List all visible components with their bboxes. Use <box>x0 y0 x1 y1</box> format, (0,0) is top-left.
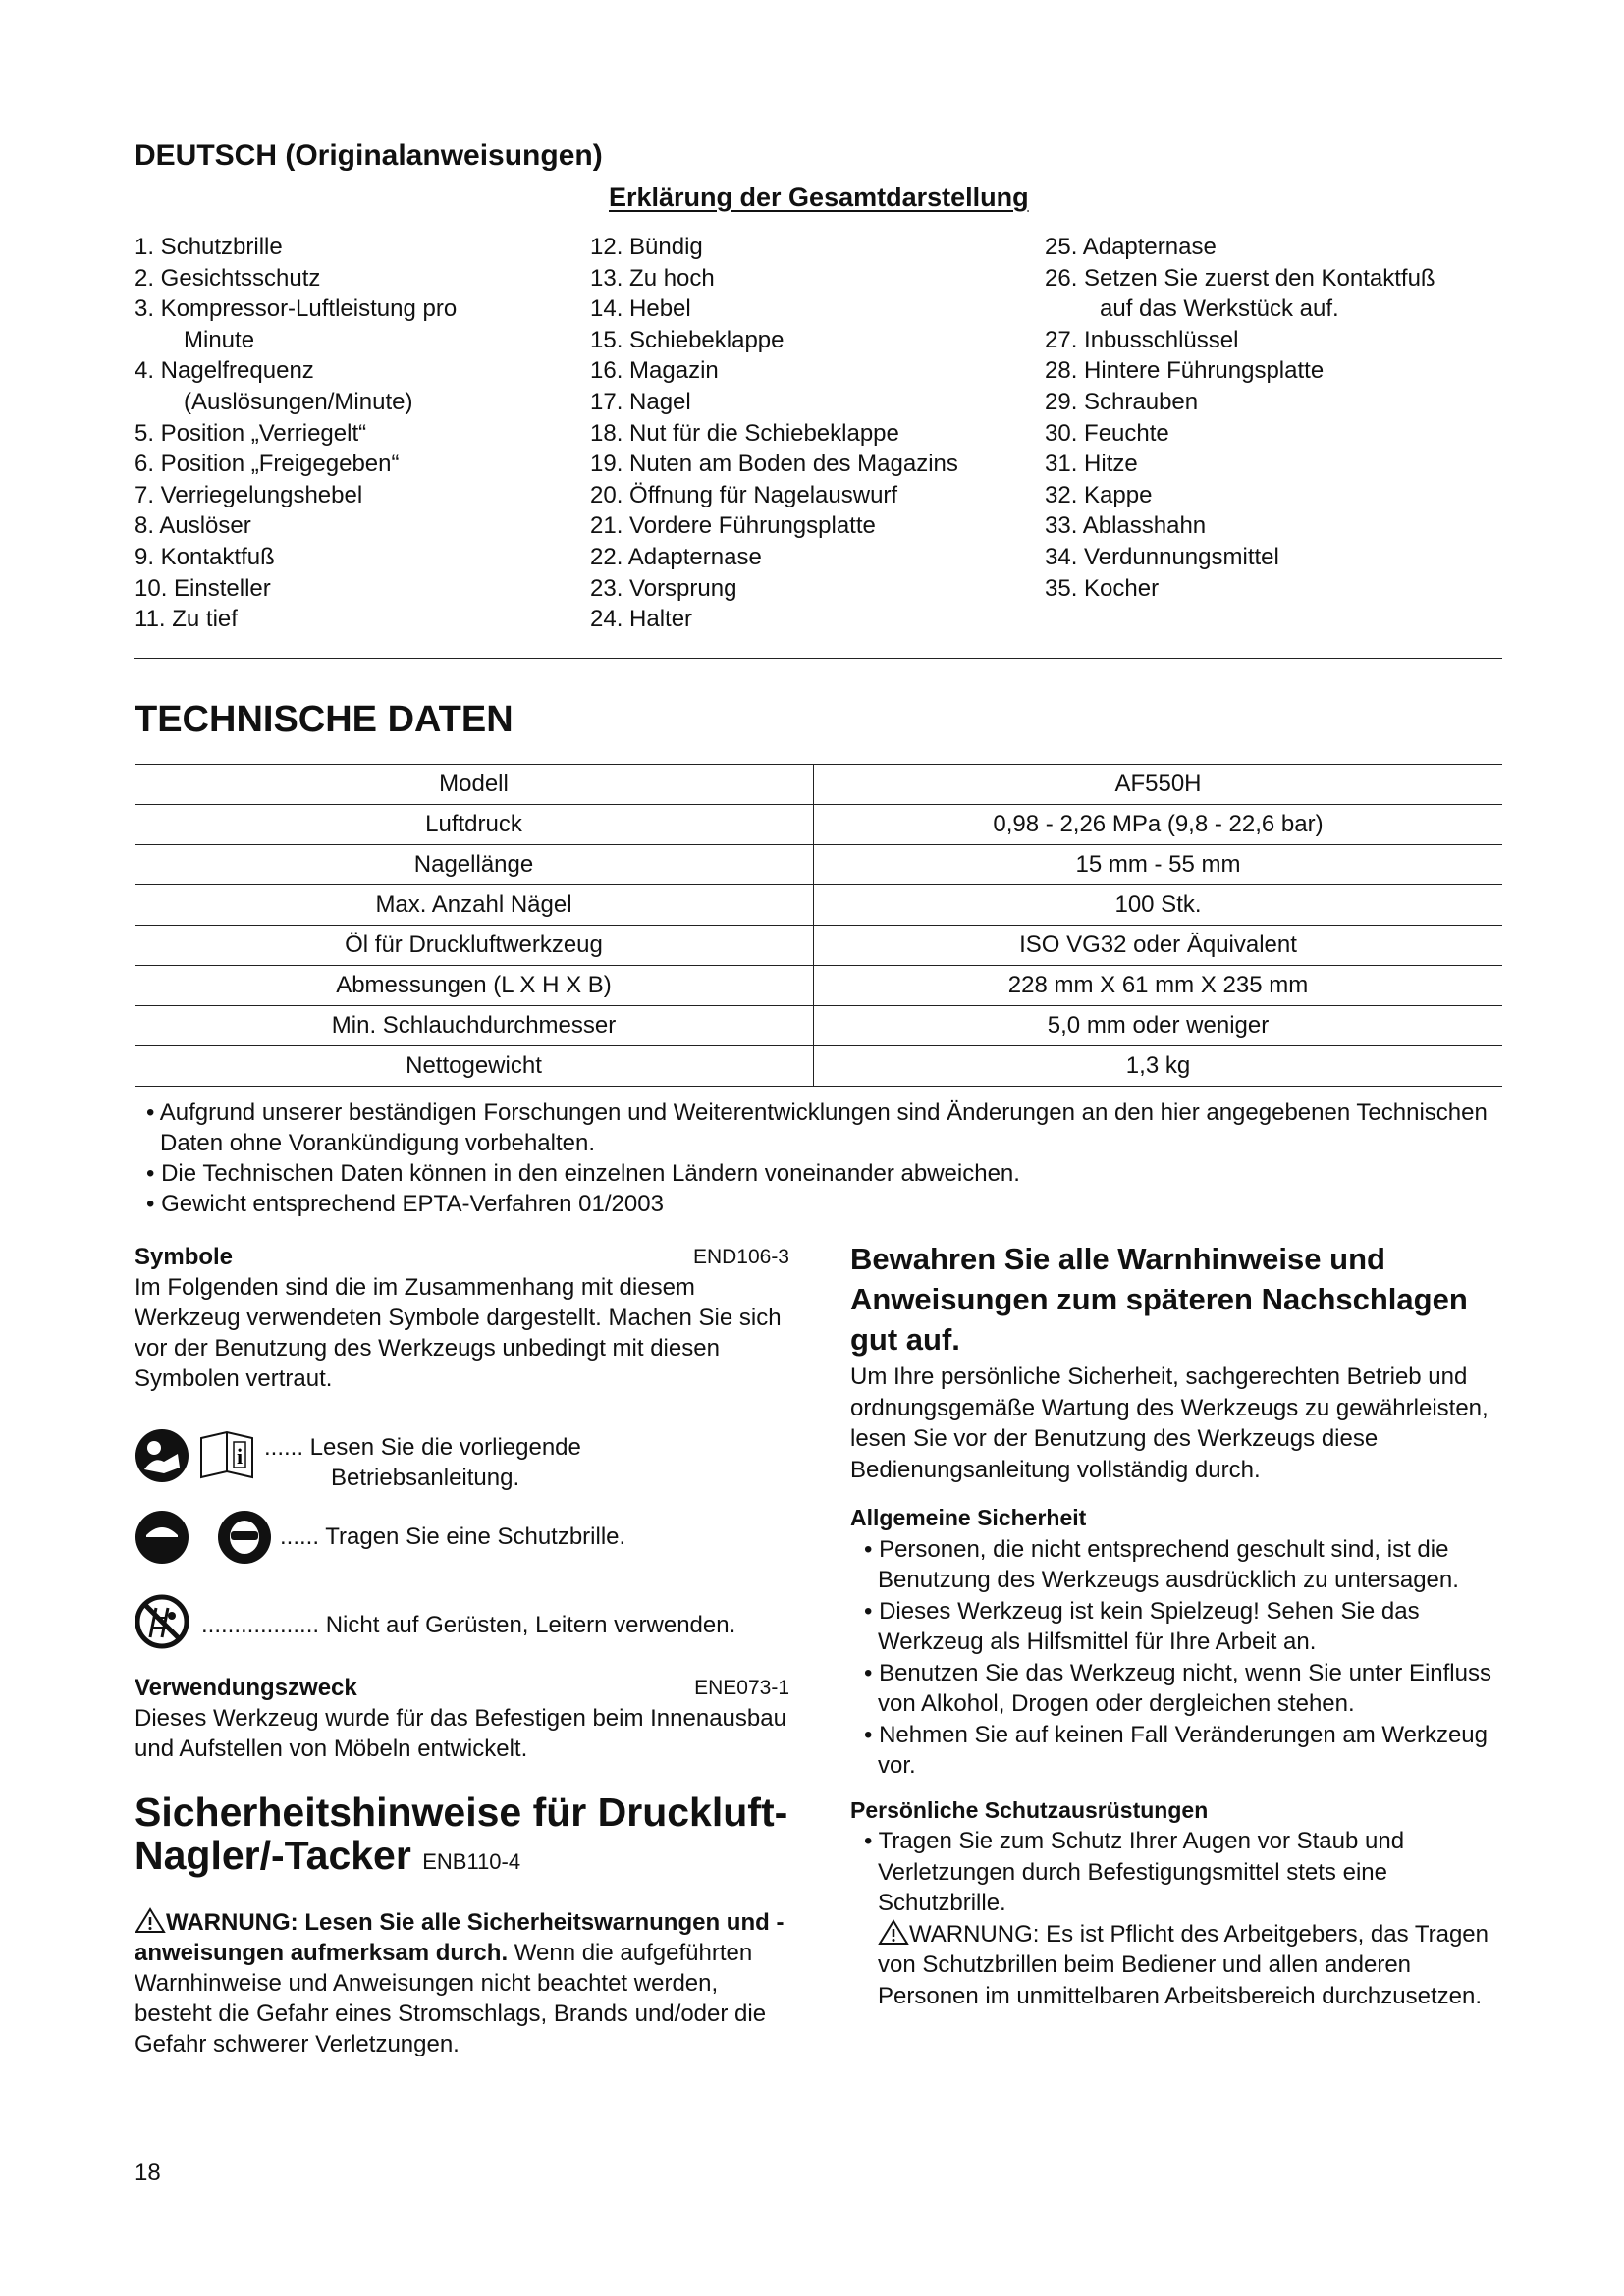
legend-item: 19. Nuten am Boden des Magazins <box>590 451 958 478</box>
table-row <box>135 1006 1502 1046</box>
table-row <box>135 765 1502 805</box>
keep-instructions-heading: Bewahren Sie alle Warnhinweise und Anweisungen zum späteren Nachschlagen gut auf. <box>850 1242 1468 1357</box>
table-row <box>135 805 1502 845</box>
spec-value: AF550H <box>814 765 1503 805</box>
symbols-section <box>135 1242 789 1394</box>
legend-item: 18. Nut für die Schiebeklappe <box>590 419 899 447</box>
spec-label: Luftdruck <box>135 805 814 845</box>
general-safety-item: • Nehmen Sie auf keinen Fall Veränderungen am Werkzeug vor. <box>864 1721 1488 1779</box>
spec-label: Nettogewicht <box>135 1046 814 1087</box>
symbols-intro: Im Folgenden sind die im Zusammenhang mit diesem Werkzeug verwendeten Symbole dargestellt. Machen Sie sich vor der Benutzung des Werkzeugs unbedingt mit diesen Symbolen vertraut. <box>135 1274 782 1392</box>
legend-item: 3. Kompressor-Luftleistung pro <box>135 295 458 323</box>
legend-column-3 <box>1045 232 1516 604</box>
specs-table <box>135 764 1502 1087</box>
legend-item: 8. Auslöser <box>135 512 251 540</box>
intended-use-heading: Verwendungszweck <box>135 1675 357 1701</box>
intended-use-section <box>135 1673 789 1764</box>
safety-glasses-icon <box>135 1510 189 1565</box>
spec-label: Abmessungen (L X H X B) <box>135 966 814 1006</box>
legend-item: 16. Magazin <box>590 357 719 385</box>
specs-notes <box>135 1097 1509 1219</box>
symbol-ladder-text: .................. Nicht auf Gerüsten, Leitern verwenden. <box>201 1612 736 1638</box>
info-book-icon <box>197 1428 256 1483</box>
warning-icon <box>878 1919 909 1946</box>
legend-item: 4. Nagelfrequenz <box>135 357 314 385</box>
legend-item: 35. Kocher <box>1045 574 1160 602</box>
section-divider <box>134 658 1502 659</box>
spec-value: 100 Stk. <box>814 885 1503 926</box>
legend-item: 21. Vordere Führungsplatte <box>590 512 876 540</box>
legend-item: 34. Verdunnungsmittel <box>1045 543 1279 570</box>
specs-title: TECHNISCHE DATEN <box>135 699 514 740</box>
spec-label: Nagellänge <box>135 845 814 885</box>
general-safety-item: • Benutzen Sie das Werkzeug nicht, wenn Sie unter Einfluss von Alkohol, Drogen oder dergleichen stehen. <box>864 1659 1491 1717</box>
legend-item: 29. Schrauben <box>1045 388 1199 415</box>
legend-item: 10. Einsteller <box>135 574 271 602</box>
ppe-warning-text: WARNUNG: Es ist Pflicht des Arbeitgebers, das Tragen von Schutzbrillen beim Bediener und allen anderen Personen im unmittelbaren Arbeitsbereich durchzusetzen. <box>878 1920 1489 2009</box>
legend-item: 31. Hitze <box>1045 451 1138 478</box>
read-manual-icon <box>135 1428 189 1483</box>
legend-item: 22. Adapternase <box>590 543 762 570</box>
legend-title: Erklärung der Gesamtdarstellung <box>609 183 1029 212</box>
table-row <box>135 845 1502 885</box>
legend-item: 2. Gesichtsschutz <box>135 264 321 292</box>
symbol-goggles-row <box>135 1510 792 1565</box>
svg-text:i: i <box>236 1444 244 1468</box>
legend-item: 6. Position „Freigegeben“ <box>135 451 400 478</box>
symbols-heading: Symbole <box>135 1244 234 1270</box>
legend-item: 12. Bündig <box>590 234 703 260</box>
general-safety-heading: Allgemeine Sicherheit <box>850 1505 1087 1530</box>
legend-item: 23. Vorsprung <box>590 574 737 602</box>
spec-label: Min. Schlauchdurchmesser <box>135 1006 814 1046</box>
language-title: DEUTSCH (Originalanweisungen) <box>135 139 603 172</box>
legend-item: 7. Verriegelungshebel <box>135 481 363 508</box>
table-row <box>135 1046 1502 1087</box>
legend-column-2 <box>590 232 1022 635</box>
spec-value: ISO VG32 oder Äquivalent <box>814 926 1503 966</box>
symbols-code: END106-3 <box>692 1246 789 1268</box>
legend-item-continuation: (Auslösungen/Minute) <box>184 388 413 415</box>
safety-heading-line2: Nagler/-Tacker <box>135 1833 411 1878</box>
legend-item: 27. Inbusschlüssel <box>1045 326 1239 353</box>
legend-item: 1. Schutzbrille <box>135 234 283 260</box>
legend-item: 30. Feuchte <box>1045 419 1169 447</box>
spec-label: Modell <box>135 765 814 805</box>
legend-item: 11. Zu tief <box>135 606 238 633</box>
safety-warning-bold: WARNUNG: Lesen Sie alle Sicherheitswarnungen und -anweisungen aufmerksam durch. <box>135 1909 785 1966</box>
safety-code: ENB110-4 <box>422 1849 521 1874</box>
ppe-heading: Persönliche Schutzausrüstungen <box>850 1796 1209 1823</box>
legend-item-continuation: Minute <box>184 326 255 353</box>
spec-value: 5,0 mm oder weniger <box>814 1006 1503 1046</box>
legend-item: 25. Adapternase <box>1045 234 1217 260</box>
legend-item: 26. Setzen Sie zuerst den Kontaktfuß <box>1045 264 1435 292</box>
legend-item: 20. Öffnung für Nagelauswurf <box>590 481 898 508</box>
table-row <box>135 966 1502 1006</box>
spec-note: • Aufgrund unserer beständigen Forschungen und Weiterentwicklungen sind Änderungen an den hier angegebenen Technischen Daten ohne Vorankündigung vorbehalten. <box>146 1099 1488 1156</box>
safety-warning-text: Wenn die aufgeführten Warnhinweise und Anweisungen nicht beachtet werden, besteht die Gefahr eines Stromschlags, Brands und/oder die Gefahr schwerer Verletzungen. <box>135 1940 767 2057</box>
legend-item: 32. Kappe <box>1045 481 1153 508</box>
legend-item: 17. Nagel <box>590 388 691 415</box>
spec-value: 15 mm - 55 mm <box>814 845 1503 885</box>
general-safety-item: • Dieses Werkzeug ist kein Spielzeug! Sehen Sie das Werkzeug als Hilfsmittel für Ihre Arbeit an. <box>864 1597 1420 1655</box>
spec-value: 1,3 kg <box>814 1046 1503 1087</box>
right-column <box>850 1239 1508 2011</box>
intended-use-text: Dieses Werkzeug wurde für das Befestigen beim Innenausbau und Aufstellen von Möbeln entwickelt. <box>135 1705 786 1762</box>
ppe-item: • Tragen Sie zum Schutz Ihrer Augen vor Staub und Verletzungen durch Befestigungsmittel stets eine Schutzbrille. <box>864 1828 1405 1916</box>
legend-item: 13. Zu hoch <box>590 264 715 292</box>
symbol-manual-text2: Betriebsanleitung. <box>331 1465 520 1491</box>
legend-item: 14. Hebel <box>590 295 691 323</box>
spec-note: • Die Technischen Daten können in den einzelnen Ländern voneinander abweichen. <box>146 1160 1020 1187</box>
page-number: 18 <box>135 2160 161 2186</box>
spec-value: 0,98 - 2,26 MPa (9,8 - 22,6 bar) <box>814 805 1503 845</box>
legend-item: 28. Hintere Führungsplatte <box>1045 357 1325 385</box>
spec-label: Max. Anzahl Nägel <box>135 885 814 926</box>
intended-use-code: ENE073-1 <box>694 1677 789 1699</box>
face-shield-icon <box>217 1510 272 1565</box>
safety-section <box>135 1790 802 2059</box>
no-ladder-icon <box>135 1594 189 1649</box>
warning-icon <box>135 1907 166 1934</box>
legend-item: 33. Ablasshahn <box>1045 512 1207 540</box>
legend-item-continuation: auf das Werkstück auf. <box>1100 295 1339 323</box>
symbol-manual-row <box>135 1428 792 1493</box>
spec-note: • Gewicht entsprechend EPTA-Verfahren 01/2003 <box>146 1191 664 1217</box>
safety-heading-line1: Sicherheitshinweise für Druckluft- <box>135 1789 788 1835</box>
general-safety-item: • Personen, die nicht entsprechend geschult sind, ist die Benutzung des Werkzeugs ausdrücklich zu untersagen. <box>864 1535 1459 1593</box>
table-row <box>135 926 1502 966</box>
symbol-goggles-text: ...... Tragen Sie eine Schutzbrille. <box>280 1523 626 1550</box>
right-intro: Um Ihre persönliche Sicherheit, sachgerechten Betrieb und ordnungsgemäße Wartung des Werkzeugs zu gewährleisten, lesen Sie vor der Benutzung des Werkzeugs diese Bedienungsanleitung vollständig durch. <box>850 1363 1489 1483</box>
spec-value: 228 mm X 61 mm X 235 mm <box>814 966 1503 1006</box>
legend-column-1 <box>135 232 576 635</box>
symbol-ladder-row <box>135 1594 792 1649</box>
legend-item: 9. Kontaktfuß <box>135 543 275 570</box>
legend-item: 24. Halter <box>590 606 693 633</box>
symbol-manual-text: ...... Lesen Sie die vorliegende <box>264 1434 581 1461</box>
spec-label: Öl für Druckluftwerkzeug <box>135 926 814 966</box>
legend-item: 15. Schiebeklappe <box>590 326 785 353</box>
table-row <box>135 885 1502 926</box>
legend-item: 5. Position „Verriegelt“ <box>135 419 367 447</box>
